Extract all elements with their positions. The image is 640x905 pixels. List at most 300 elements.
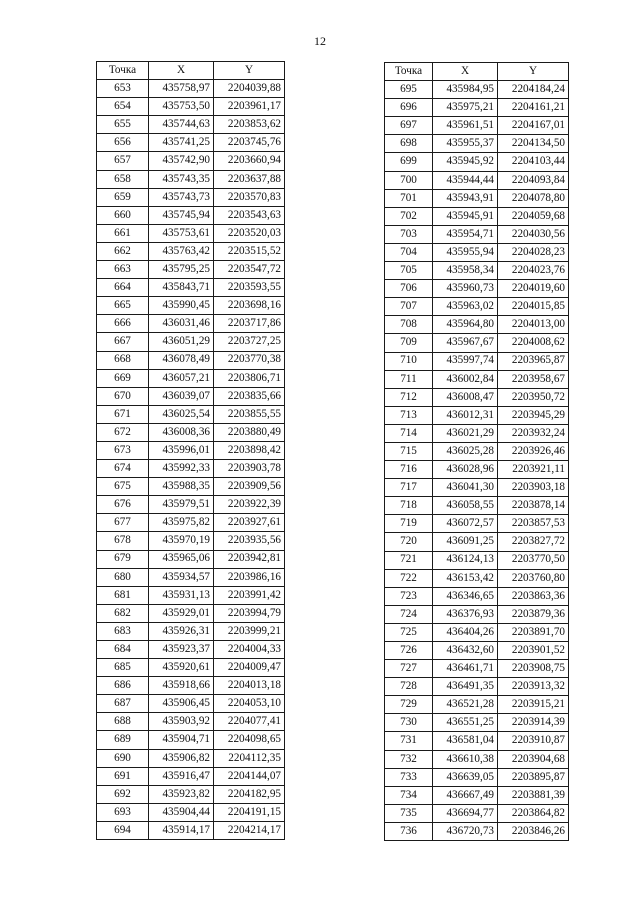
y-coordinate-cell: 2203922,39 xyxy=(214,496,285,514)
y-coordinate-cell: 2204134,50 xyxy=(498,135,569,153)
y-coordinate-cell: 2203853,62 xyxy=(214,116,285,134)
point-number-cell: 720 xyxy=(385,533,433,551)
table-row xyxy=(97,785,285,803)
x-coordinate-cell: 436002,84 xyxy=(433,370,498,388)
table-row xyxy=(97,116,285,134)
y-coordinate-cell: 2203878,14 xyxy=(498,497,569,515)
table-row xyxy=(385,696,569,714)
point-number-cell: 725 xyxy=(385,623,433,641)
y-coordinate-cell: 2203909,56 xyxy=(214,478,285,496)
y-coordinate-cell: 2203891,70 xyxy=(498,623,569,641)
table-row xyxy=(385,642,569,660)
table-row xyxy=(97,532,285,550)
table-row xyxy=(385,551,569,569)
table-row xyxy=(97,568,285,586)
point-number-cell: 681 xyxy=(97,586,149,604)
x-coordinate-cell: 436091,25 xyxy=(433,533,498,551)
point-number-cell: 654 xyxy=(97,98,149,116)
x-coordinate-cell: 436039,07 xyxy=(149,387,214,405)
point-number-cell: 728 xyxy=(385,678,433,696)
y-coordinate-cell: 2203903,18 xyxy=(498,479,569,497)
point-number-cell: 704 xyxy=(385,243,433,261)
y-coordinate-cell: 2204144,07 xyxy=(214,767,285,785)
y-coordinate-cell: 2203898,42 xyxy=(214,441,285,459)
point-number-cell: 663 xyxy=(97,261,149,279)
x-coordinate-cell: 435920,61 xyxy=(149,659,214,677)
table-row xyxy=(97,713,285,731)
table-row xyxy=(97,731,285,749)
x-coordinate-cell: 436521,28 xyxy=(433,696,498,714)
point-number-cell: 697 xyxy=(385,117,433,135)
y-coordinate-cell: 2203991,42 xyxy=(214,586,285,604)
y-coordinate-cell: 2204191,15 xyxy=(214,803,285,821)
table-row xyxy=(97,677,285,695)
y-coordinate-cell: 2203994,79 xyxy=(214,604,285,622)
x-coordinate-cell: 436031,46 xyxy=(149,315,214,333)
point-number-cell: 659 xyxy=(97,188,149,206)
table-header-row xyxy=(385,63,569,81)
header-y: Y xyxy=(214,62,285,80)
y-coordinate-cell: 2203950,72 xyxy=(498,388,569,406)
point-number-cell: 724 xyxy=(385,605,433,623)
table-row xyxy=(385,280,569,298)
x-coordinate-cell: 435944,44 xyxy=(433,171,498,189)
x-coordinate-cell: 435975,82 xyxy=(149,514,214,532)
table-row xyxy=(97,170,285,188)
y-coordinate-cell: 2203942,81 xyxy=(214,550,285,568)
x-coordinate-cell: 435906,45 xyxy=(149,695,214,713)
x-coordinate-cell: 435903,92 xyxy=(149,713,214,731)
x-coordinate-cell: 435753,50 xyxy=(149,98,214,116)
header-x: X xyxy=(433,63,498,81)
point-number-cell: 695 xyxy=(385,81,433,99)
y-coordinate-cell: 2203913,32 xyxy=(498,678,569,696)
y-coordinate-cell: 2203927,61 xyxy=(214,514,285,532)
point-number-cell: 730 xyxy=(385,714,433,732)
point-number-cell: 667 xyxy=(97,333,149,351)
y-coordinate-cell: 2203827,72 xyxy=(498,533,569,551)
x-coordinate-cell: 435960,73 xyxy=(433,280,498,298)
y-coordinate-cell: 2203881,39 xyxy=(498,786,569,804)
point-number-cell: 673 xyxy=(97,441,149,459)
point-number-cell: 717 xyxy=(385,479,433,497)
table-row xyxy=(97,423,285,441)
x-coordinate-cell: 436021,29 xyxy=(433,424,498,442)
point-number-cell: 719 xyxy=(385,515,433,533)
x-coordinate-cell: 435904,44 xyxy=(149,803,214,821)
point-number-cell: 699 xyxy=(385,153,433,171)
table-row xyxy=(385,262,569,280)
x-coordinate-cell: 435923,82 xyxy=(149,785,214,803)
y-coordinate-cell: 2204053,10 xyxy=(214,695,285,713)
y-coordinate-cell: 2203904,68 xyxy=(498,750,569,768)
point-number-cell: 721 xyxy=(385,551,433,569)
point-number-cell: 712 xyxy=(385,388,433,406)
table-row xyxy=(385,569,569,587)
point-number-cell: 669 xyxy=(97,369,149,387)
table-row xyxy=(385,678,569,696)
page-number: 12 xyxy=(314,34,326,48)
point-number-cell: 674 xyxy=(97,460,149,478)
x-coordinate-cell: 435961,51 xyxy=(433,117,498,135)
table-row xyxy=(385,714,569,732)
y-coordinate-cell: 2204015,85 xyxy=(498,298,569,316)
point-number-cell: 657 xyxy=(97,152,149,170)
x-coordinate-cell: 435945,92 xyxy=(433,153,498,171)
x-coordinate-cell: 436432,60 xyxy=(433,642,498,660)
x-coordinate-cell: 435967,67 xyxy=(433,334,498,352)
y-coordinate-cell: 2204167,01 xyxy=(498,117,569,135)
table-row xyxy=(97,441,285,459)
x-coordinate-cell: 435958,34 xyxy=(433,262,498,280)
table-row xyxy=(385,189,569,207)
point-number-cell: 705 xyxy=(385,262,433,280)
y-coordinate-cell: 2203999,21 xyxy=(214,622,285,640)
y-coordinate-cell: 2203570,83 xyxy=(214,188,285,206)
y-coordinate-cell: 2203879,36 xyxy=(498,605,569,623)
table-row xyxy=(385,171,569,189)
x-coordinate-cell: 436346,65 xyxy=(433,587,498,605)
point-number-cell: 708 xyxy=(385,316,433,334)
table-row xyxy=(385,370,569,388)
x-coordinate-cell: 436051,29 xyxy=(149,333,214,351)
table-row xyxy=(385,461,569,479)
x-coordinate-cell: 436153,42 xyxy=(433,569,498,587)
y-coordinate-cell: 2203698,16 xyxy=(214,297,285,315)
y-coordinate-cell: 2203543,63 xyxy=(214,206,285,224)
point-number-cell: 672 xyxy=(97,423,149,441)
point-number-cell: 700 xyxy=(385,171,433,189)
x-coordinate-cell: 435984,95 xyxy=(433,81,498,99)
table-row xyxy=(385,388,569,406)
table-row xyxy=(385,153,569,171)
point-number-cell: 679 xyxy=(97,550,149,568)
y-coordinate-cell: 2203637,88 xyxy=(214,170,285,188)
x-coordinate-cell: 435979,51 xyxy=(149,496,214,514)
table-row xyxy=(385,207,569,225)
x-coordinate-cell: 435795,25 xyxy=(149,261,214,279)
point-number-cell: 731 xyxy=(385,732,433,750)
x-coordinate-cell: 436008,36 xyxy=(149,423,214,441)
header-y: Y xyxy=(498,63,569,81)
y-coordinate-cell: 2204023,76 xyxy=(498,262,569,280)
y-coordinate-cell: 2204182,95 xyxy=(214,785,285,803)
table-row xyxy=(385,406,569,424)
point-number-cell: 711 xyxy=(385,370,433,388)
table-row xyxy=(385,587,569,605)
coordinates-table-right xyxy=(384,62,569,841)
y-coordinate-cell: 2203965,87 xyxy=(498,352,569,370)
x-coordinate-cell: 435742,90 xyxy=(149,152,214,170)
x-coordinate-cell: 435923,37 xyxy=(149,641,214,659)
x-coordinate-cell: 435965,06 xyxy=(149,550,214,568)
point-number-cell: 691 xyxy=(97,767,149,785)
table-row xyxy=(97,767,285,785)
point-number-cell: 736 xyxy=(385,822,433,840)
y-coordinate-cell: 2203895,87 xyxy=(498,768,569,786)
table-row xyxy=(385,99,569,117)
point-number-cell: 684 xyxy=(97,641,149,659)
y-coordinate-cell: 2203835,66 xyxy=(214,387,285,405)
coordinates-table-left xyxy=(96,61,285,840)
table-row xyxy=(385,117,569,135)
x-coordinate-cell: 435992,33 xyxy=(149,460,214,478)
point-number-cell: 732 xyxy=(385,750,433,768)
y-coordinate-cell: 2203986,16 xyxy=(214,568,285,586)
y-coordinate-cell: 2204013,00 xyxy=(498,316,569,334)
point-number-cell: 715 xyxy=(385,442,433,460)
x-coordinate-cell: 436720,73 xyxy=(433,822,498,840)
table-row xyxy=(385,804,569,822)
y-coordinate-cell: 2203915,21 xyxy=(498,696,569,714)
x-coordinate-cell: 435753,61 xyxy=(149,224,214,242)
x-coordinate-cell: 435743,73 xyxy=(149,188,214,206)
point-number-cell: 714 xyxy=(385,424,433,442)
y-coordinate-cell: 2203910,87 xyxy=(498,732,569,750)
table-row xyxy=(385,750,569,768)
point-number-cell: 722 xyxy=(385,569,433,587)
x-coordinate-cell: 436124,13 xyxy=(433,551,498,569)
x-coordinate-cell: 435964,80 xyxy=(433,316,498,334)
x-coordinate-cell: 435758,97 xyxy=(149,80,214,98)
point-number-cell: 709 xyxy=(385,334,433,352)
x-coordinate-cell: 435914,17 xyxy=(149,821,214,839)
y-coordinate-cell: 2203935,56 xyxy=(214,532,285,550)
table-row xyxy=(97,279,285,297)
x-coordinate-cell: 435929,01 xyxy=(149,604,214,622)
table-row xyxy=(385,660,569,678)
y-coordinate-cell: 2203770,38 xyxy=(214,351,285,369)
x-coordinate-cell: 436008,47 xyxy=(433,388,498,406)
point-number-cell: 710 xyxy=(385,352,433,370)
x-coordinate-cell: 435931,13 xyxy=(149,586,214,604)
table-row xyxy=(385,243,569,261)
y-coordinate-cell: 2203921,11 xyxy=(498,461,569,479)
point-number-cell: 680 xyxy=(97,568,149,586)
point-number-cell: 670 xyxy=(97,387,149,405)
x-coordinate-cell: 435918,66 xyxy=(149,677,214,695)
x-coordinate-cell: 435990,45 xyxy=(149,297,214,315)
header-x: X xyxy=(149,62,214,80)
x-coordinate-cell: 435996,01 xyxy=(149,441,214,459)
y-coordinate-cell: 2203880,49 xyxy=(214,423,285,441)
y-coordinate-cell: 2203806,71 xyxy=(214,369,285,387)
table-row xyxy=(97,134,285,152)
table-row xyxy=(385,442,569,460)
table-row xyxy=(97,641,285,659)
y-coordinate-cell: 2203961,17 xyxy=(214,98,285,116)
point-number-cell: 718 xyxy=(385,497,433,515)
point-number-cell: 666 xyxy=(97,315,149,333)
point-number-cell: 701 xyxy=(385,189,433,207)
x-coordinate-cell: 435943,91 xyxy=(433,189,498,207)
point-number-cell: 676 xyxy=(97,496,149,514)
x-coordinate-cell: 436639,05 xyxy=(433,768,498,786)
point-number-cell: 702 xyxy=(385,207,433,225)
table-row xyxy=(385,316,569,334)
point-number-cell: 726 xyxy=(385,642,433,660)
point-number-cell: 729 xyxy=(385,696,433,714)
point-number-cell: 698 xyxy=(385,135,433,153)
x-coordinate-cell: 436581,04 xyxy=(433,732,498,750)
table-row xyxy=(97,749,285,767)
table-row xyxy=(97,297,285,315)
x-coordinate-cell: 436058,55 xyxy=(433,497,498,515)
x-coordinate-cell: 436610,38 xyxy=(433,750,498,768)
y-coordinate-cell: 2204009,47 xyxy=(214,659,285,677)
x-coordinate-cell: 435744,63 xyxy=(149,116,214,134)
point-number-cell: 655 xyxy=(97,116,149,134)
x-coordinate-cell: 436025,28 xyxy=(433,442,498,460)
point-number-cell: 713 xyxy=(385,406,433,424)
x-coordinate-cell: 435970,19 xyxy=(149,532,214,550)
x-coordinate-cell: 435945,91 xyxy=(433,207,498,225)
table-row xyxy=(385,786,569,804)
x-coordinate-cell: 436041,30 xyxy=(433,479,498,497)
y-coordinate-cell: 2204028,23 xyxy=(498,243,569,261)
table-row xyxy=(97,188,285,206)
table-row xyxy=(97,206,285,224)
table-row xyxy=(385,298,569,316)
table-row xyxy=(97,622,285,640)
point-number-cell: 716 xyxy=(385,461,433,479)
table-row xyxy=(97,224,285,242)
y-coordinate-cell: 2203863,36 xyxy=(498,587,569,605)
table-row xyxy=(97,803,285,821)
table-row xyxy=(97,152,285,170)
point-number-cell: 660 xyxy=(97,206,149,224)
x-coordinate-cell: 436057,21 xyxy=(149,369,214,387)
table-row xyxy=(385,822,569,840)
y-coordinate-cell: 2204214,17 xyxy=(214,821,285,839)
table-row xyxy=(385,352,569,370)
x-coordinate-cell: 435955,37 xyxy=(433,135,498,153)
y-coordinate-cell: 2204013,18 xyxy=(214,677,285,695)
x-coordinate-cell: 435745,94 xyxy=(149,206,214,224)
table-row xyxy=(97,659,285,677)
y-coordinate-cell: 2203857,53 xyxy=(498,515,569,533)
table-row xyxy=(97,333,285,351)
y-coordinate-cell: 2203745,76 xyxy=(214,134,285,152)
table-row xyxy=(385,424,569,442)
table-header-row xyxy=(97,62,285,80)
y-coordinate-cell: 2204004,33 xyxy=(214,641,285,659)
point-number-cell: 656 xyxy=(97,134,149,152)
y-coordinate-cell: 2203770,50 xyxy=(498,551,569,569)
y-coordinate-cell: 2204112,35 xyxy=(214,749,285,767)
y-coordinate-cell: 2204078,80 xyxy=(498,189,569,207)
y-coordinate-cell: 2203901,52 xyxy=(498,642,569,660)
point-number-cell: 687 xyxy=(97,695,149,713)
table-row xyxy=(385,334,569,352)
x-coordinate-cell: 436404,26 xyxy=(433,623,498,641)
x-coordinate-cell: 435997,74 xyxy=(433,352,498,370)
table-row xyxy=(97,695,285,713)
point-number-cell: 689 xyxy=(97,731,149,749)
table-row xyxy=(385,479,569,497)
y-coordinate-cell: 2203903,78 xyxy=(214,460,285,478)
y-coordinate-cell: 2204039,88 xyxy=(214,80,285,98)
point-number-cell: 671 xyxy=(97,405,149,423)
x-coordinate-cell: 435843,71 xyxy=(149,279,214,297)
point-number-cell: 690 xyxy=(97,749,149,767)
point-number-cell: 692 xyxy=(97,785,149,803)
point-number-cell: 735 xyxy=(385,804,433,822)
y-coordinate-cell: 2203660,94 xyxy=(214,152,285,170)
y-coordinate-cell: 2203547,72 xyxy=(214,261,285,279)
table-row xyxy=(97,586,285,604)
y-coordinate-cell: 2203515,52 xyxy=(214,242,285,260)
x-coordinate-cell: 435926,31 xyxy=(149,622,214,640)
point-number-cell: 653 xyxy=(97,80,149,98)
table-row xyxy=(97,405,285,423)
x-coordinate-cell: 435955,94 xyxy=(433,243,498,261)
table-row xyxy=(385,605,569,623)
y-coordinate-cell: 2204008,62 xyxy=(498,334,569,352)
x-coordinate-cell: 435763,42 xyxy=(149,242,214,260)
y-coordinate-cell: 2204030,56 xyxy=(498,225,569,243)
point-number-cell: 662 xyxy=(97,242,149,260)
x-coordinate-cell: 435934,57 xyxy=(149,568,214,586)
x-coordinate-cell: 436028,96 xyxy=(433,461,498,479)
table-row xyxy=(97,261,285,279)
x-coordinate-cell: 435906,82 xyxy=(149,749,214,767)
x-coordinate-cell: 436667,49 xyxy=(433,786,498,804)
y-coordinate-cell: 2204103,44 xyxy=(498,153,569,171)
point-number-cell: 734 xyxy=(385,786,433,804)
x-coordinate-cell: 435741,25 xyxy=(149,134,214,152)
point-number-cell: 727 xyxy=(385,660,433,678)
point-number-cell: 706 xyxy=(385,280,433,298)
y-coordinate-cell: 2203593,55 xyxy=(214,279,285,297)
y-coordinate-cell: 2203945,29 xyxy=(498,406,569,424)
table-row xyxy=(97,369,285,387)
point-number-cell: 658 xyxy=(97,170,149,188)
table-row xyxy=(385,225,569,243)
table-row xyxy=(97,387,285,405)
x-coordinate-cell: 435916,47 xyxy=(149,767,214,785)
y-coordinate-cell: 2204059,68 xyxy=(498,207,569,225)
x-coordinate-cell: 436376,93 xyxy=(433,605,498,623)
table-row xyxy=(97,460,285,478)
point-number-cell: 677 xyxy=(97,514,149,532)
table-row xyxy=(97,98,285,116)
y-coordinate-cell: 2203846,26 xyxy=(498,822,569,840)
y-coordinate-cell: 2204019,60 xyxy=(498,280,569,298)
point-number-cell: 664 xyxy=(97,279,149,297)
table-row xyxy=(385,135,569,153)
y-coordinate-cell: 2203727,25 xyxy=(214,333,285,351)
point-number-cell: 696 xyxy=(385,99,433,117)
table-row xyxy=(97,242,285,260)
x-coordinate-cell: 435954,71 xyxy=(433,225,498,243)
x-coordinate-cell: 435988,35 xyxy=(149,478,214,496)
x-coordinate-cell: 436551,25 xyxy=(433,714,498,732)
y-coordinate-cell: 2203932,24 xyxy=(498,424,569,442)
y-coordinate-cell: 2204093,84 xyxy=(498,171,569,189)
point-number-cell: 693 xyxy=(97,803,149,821)
point-number-cell: 686 xyxy=(97,677,149,695)
y-coordinate-cell: 2203926,46 xyxy=(498,442,569,460)
point-number-cell: 682 xyxy=(97,604,149,622)
y-coordinate-cell: 2204098,65 xyxy=(214,731,285,749)
x-coordinate-cell: 436461,71 xyxy=(433,660,498,678)
y-coordinate-cell: 2203855,55 xyxy=(214,405,285,423)
point-number-cell: 675 xyxy=(97,478,149,496)
point-number-cell: 733 xyxy=(385,768,433,786)
table-row xyxy=(385,81,569,99)
y-coordinate-cell: 2203958,67 xyxy=(498,370,569,388)
